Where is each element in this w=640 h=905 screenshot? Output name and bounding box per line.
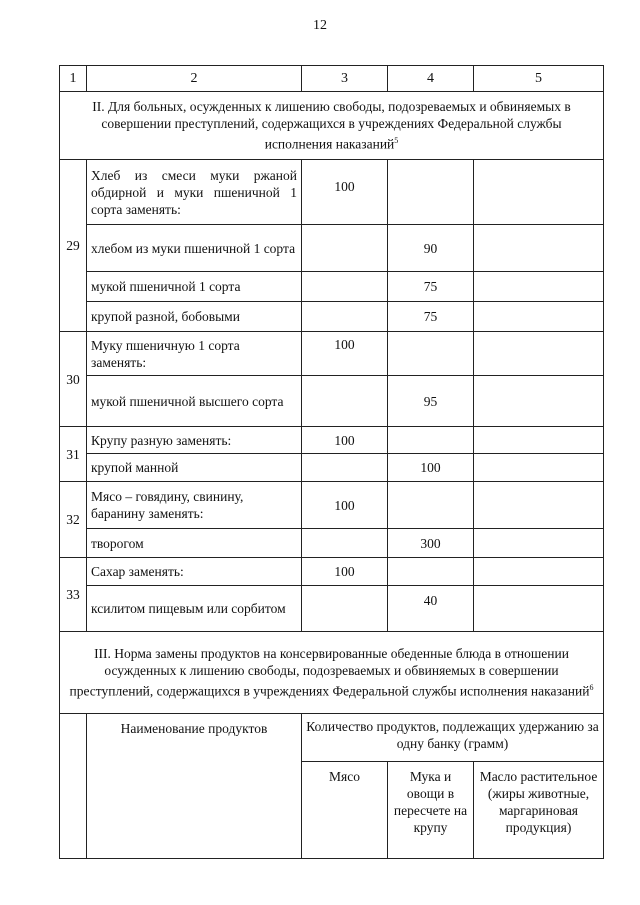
value-col3: 100 — [302, 427, 388, 454]
table-row — [60, 302, 604, 332]
col-number-2: 2 — [87, 66, 302, 92]
value-col4 — [388, 482, 474, 529]
vegetable-oil-header: Масло растительное (жиры животные, маргариновая продукция) — [474, 762, 604, 859]
row-number-29: 29 — [60, 160, 87, 332]
flour-vegetables-header: Мука и овощи в пересчете на крупу — [388, 762, 474, 859]
section-3-empty-cell — [60, 714, 87, 859]
replacement-name: мукой пшеничной высшего сорта — [87, 376, 302, 427]
section-2-title-cell — [60, 92, 604, 160]
section-3-title-cell — [60, 632, 604, 714]
col-number-5: 5 — [474, 66, 604, 92]
product-name: Хлеб из смеси муки ржаной обдирной и муки пшеничной 1 сорта заменять: — [87, 160, 302, 225]
col-number-4: 4 — [388, 66, 474, 92]
product-name: Крупу разную заменять: — [87, 427, 302, 454]
section-2-row — [60, 92, 604, 160]
replacement-name: ксилитом пищевым или сорбитом — [87, 586, 302, 632]
value-col5 — [474, 427, 604, 454]
table-row — [60, 482, 604, 529]
section-3-header-row — [60, 714, 604, 762]
value-col4 — [388, 427, 474, 454]
substitution-table — [59, 65, 604, 859]
table-row — [60, 586, 604, 632]
value-col3 — [302, 454, 388, 482]
value-col5 — [474, 302, 604, 332]
table-row — [60, 427, 604, 454]
value-col3 — [302, 272, 388, 302]
value-col3 — [302, 302, 388, 332]
table-row — [60, 272, 604, 302]
value-col4 — [388, 558, 474, 586]
value-col3 — [302, 586, 388, 632]
value-col5 — [474, 586, 604, 632]
section-3-row — [60, 632, 604, 714]
value-col3: 100 — [302, 332, 388, 376]
product-name: Муку пшеничную 1 сорта заменять: — [87, 332, 302, 376]
quantity-header: Количество продуктов, подлежащих удержанию за одну банку (грамм) — [302, 714, 604, 762]
replacement-name: крупой манной — [87, 454, 302, 482]
col-number-1: 1 — [60, 66, 87, 92]
product-name: Мясо – говядину, свинину, баранину заменять: — [87, 482, 302, 529]
value-col3 — [302, 529, 388, 558]
row-number-33: 33 — [60, 558, 87, 632]
product-name: Сахар заменять: — [87, 558, 302, 586]
section-2-title: II. Для больных, осужденных к лишению свободы, подозреваемых и обвиняемых в совершении преступлений, содержащихся в учреждениях Федеральной службы исполнения наказаний — [92, 99, 571, 152]
value-col4 — [388, 160, 474, 225]
value-col3: 100 — [302, 160, 388, 225]
value-col4: 90 — [388, 225, 474, 272]
value-col3: 100 — [302, 558, 388, 586]
replacement-name: творогом — [87, 529, 302, 558]
page-number: 12 — [313, 18, 327, 33]
table-row — [60, 332, 604, 376]
table-row — [60, 160, 604, 225]
value-col3: 100 — [302, 482, 388, 529]
value-col5 — [474, 160, 604, 225]
value-col4: 40 — [388, 586, 474, 632]
table-row — [60, 225, 604, 272]
meat-header: Мясо — [302, 762, 388, 859]
section-2-footnote: 5 — [394, 136, 399, 146]
section-3-footnote: 6 — [589, 683, 594, 693]
value-col5 — [474, 332, 604, 376]
value-col5 — [474, 272, 604, 302]
value-col5 — [474, 482, 604, 529]
replacement-name: крупой разной, бобовыми — [87, 302, 302, 332]
value-col3 — [302, 225, 388, 272]
row-number-31: 31 — [60, 427, 87, 482]
value-col4: 95 — [388, 376, 474, 427]
replacement-name: хлебом из муки пшеничной 1 сорта — [87, 225, 302, 272]
row-number-32: 32 — [60, 482, 87, 558]
value-col5 — [474, 558, 604, 586]
replacement-name: мукой пшеничной 1 сорта — [87, 272, 302, 302]
section-3-title: III. Норма замены продуктов на консервированные обеденные блюда в отношении осужденных к лишению свободы, подозреваемых и обвиняемых в совершении преступлений, содержащихся в учреждениях Федеральной службы исполнения наказаний — [69, 646, 590, 699]
value-col4 — [388, 332, 474, 376]
table-row — [60, 558, 604, 586]
value-col5 — [474, 454, 604, 482]
row-number-30: 30 — [60, 332, 87, 427]
table-row — [60, 376, 604, 427]
value-col4: 75 — [388, 302, 474, 332]
col-number-3: 3 — [302, 66, 388, 92]
value-col5 — [474, 376, 604, 427]
column-number-row — [60, 66, 604, 92]
value-col4: 300 — [388, 529, 474, 558]
table-row — [60, 454, 604, 482]
products-name-header: Наименование продуктов — [87, 714, 302, 859]
value-col3 — [302, 376, 388, 427]
value-col5 — [474, 225, 604, 272]
value-col5 — [474, 529, 604, 558]
value-col4: 100 — [388, 454, 474, 482]
value-col4: 75 — [388, 272, 474, 302]
table-row — [60, 529, 604, 558]
